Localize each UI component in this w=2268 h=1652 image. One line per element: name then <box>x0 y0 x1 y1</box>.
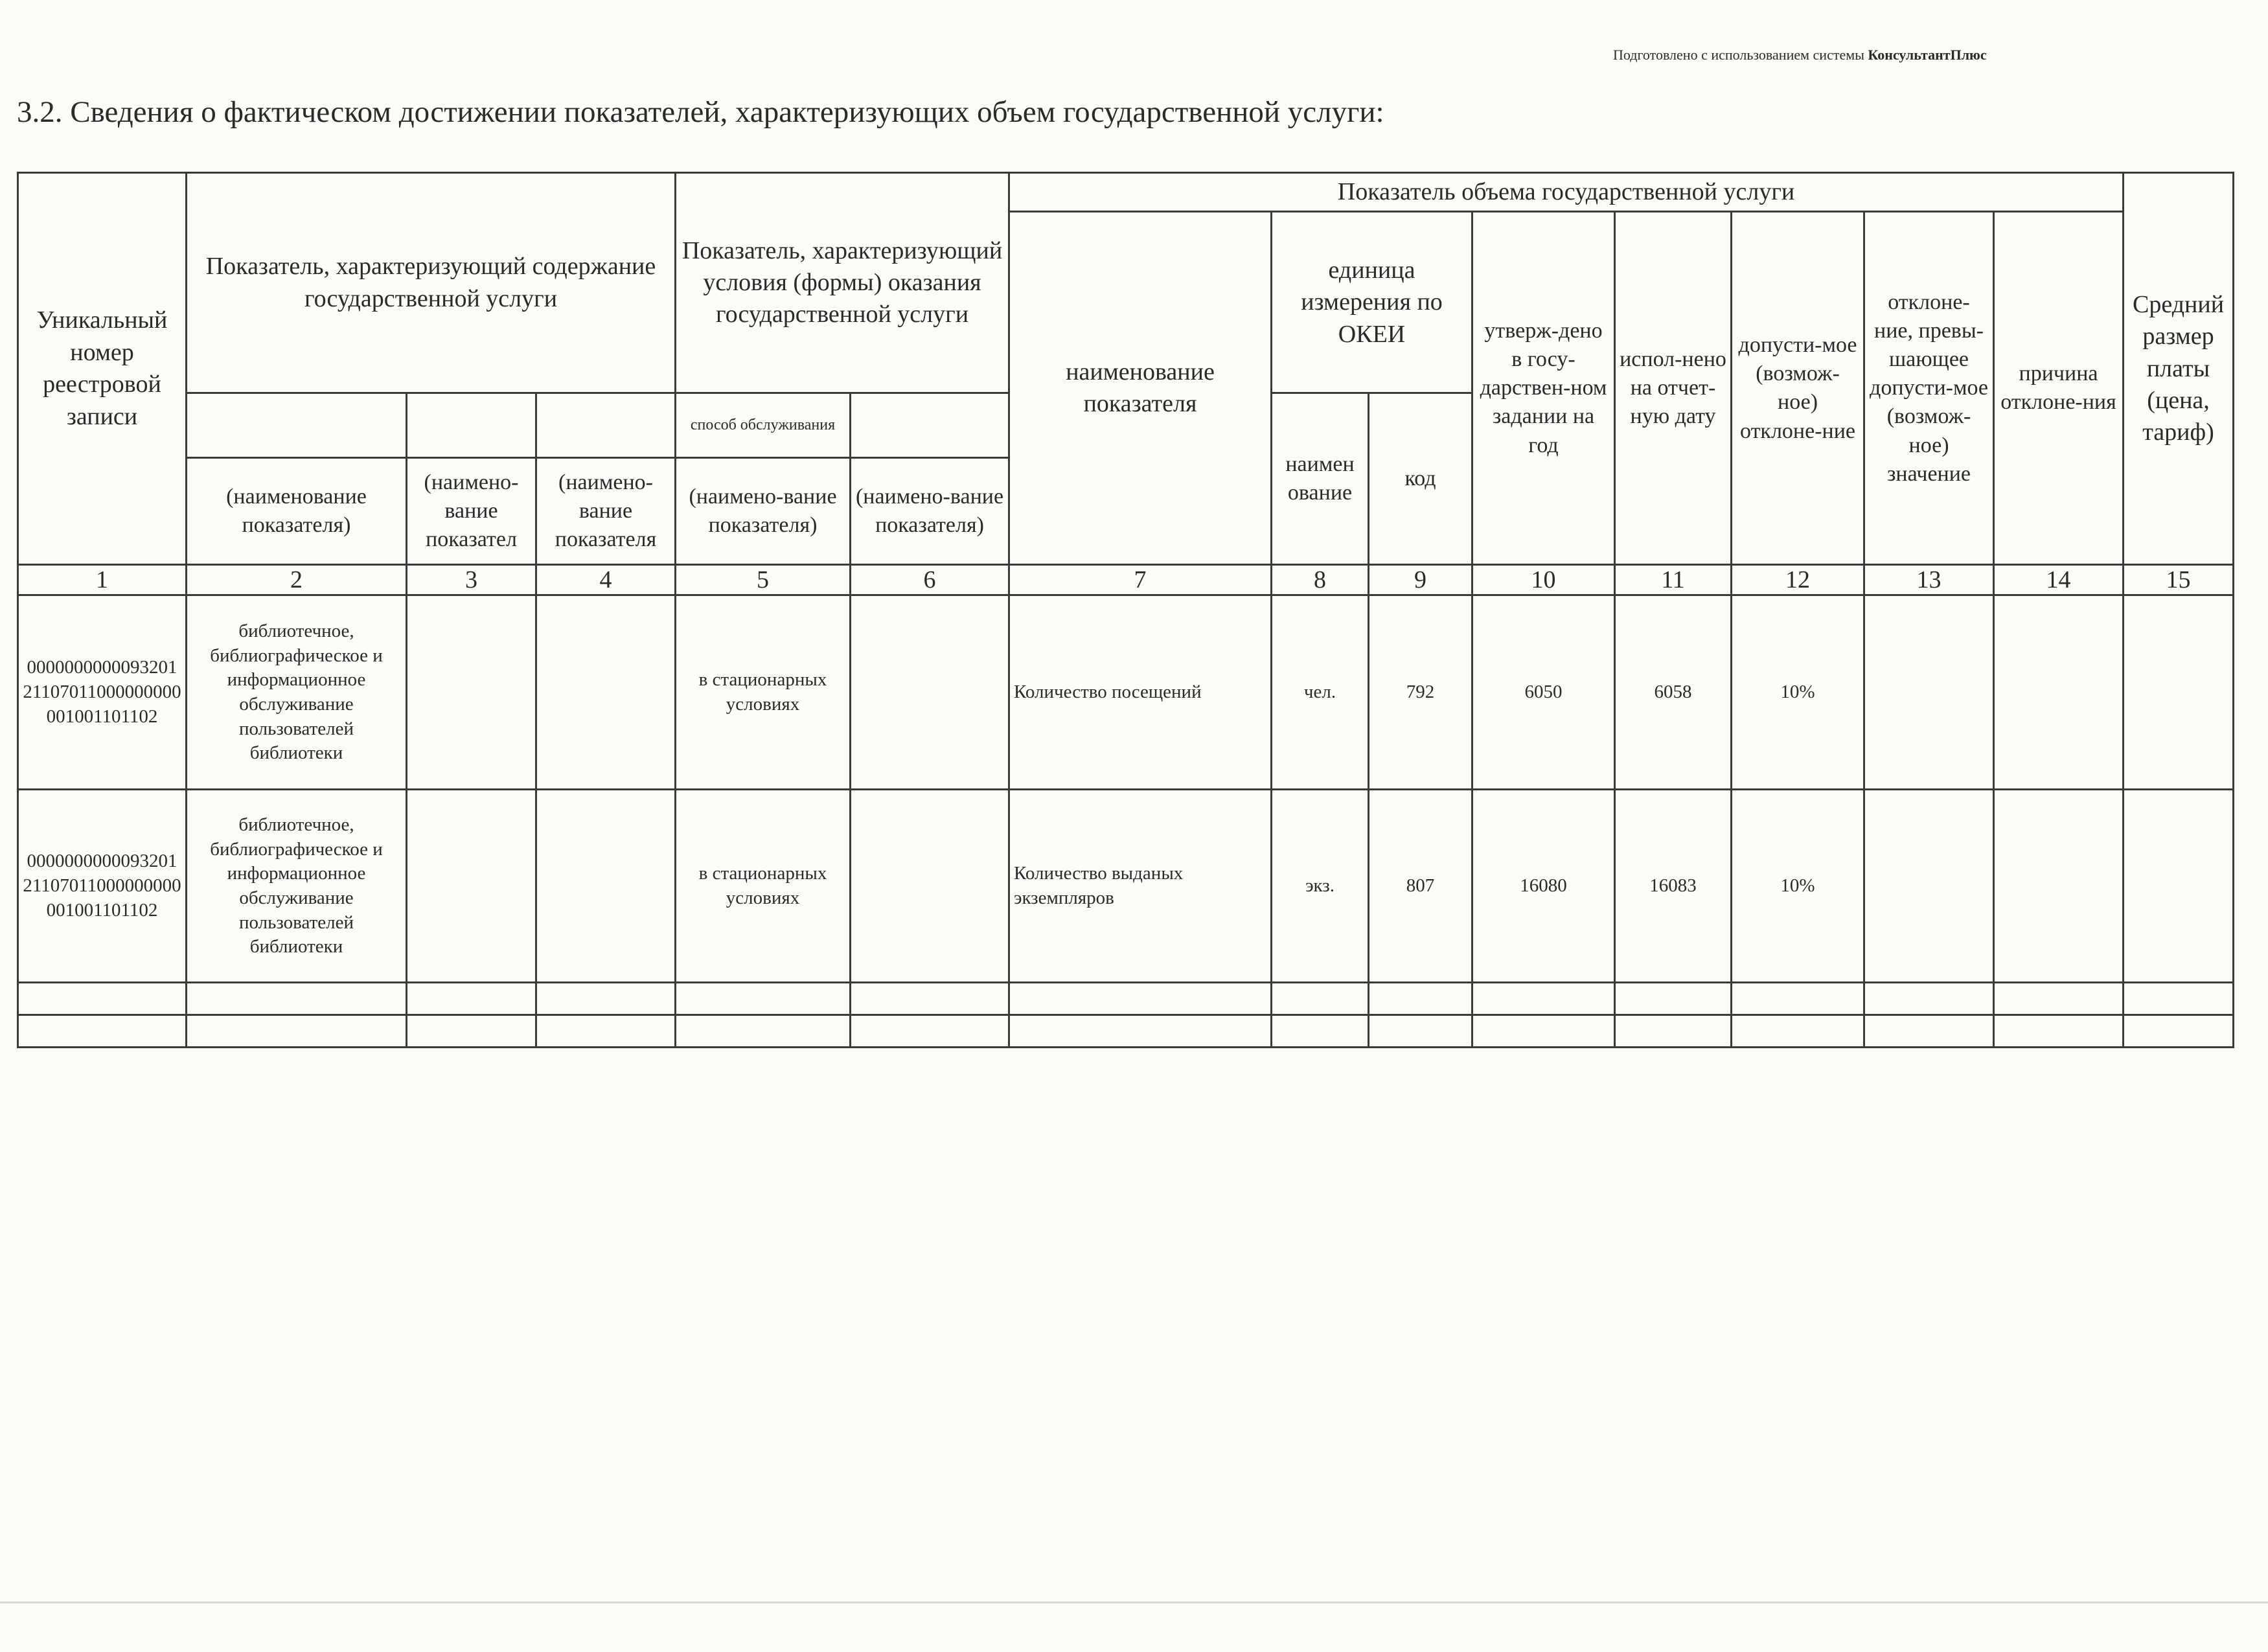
service-condition: в стационарных условиях <box>676 595 851 790</box>
empty-cell <box>676 983 851 1015</box>
column-number: 9 <box>1369 565 1472 595</box>
header-deviation-reason: причина отклоне-ния <box>1994 212 2124 565</box>
executed-value: 16083 <box>1615 790 1732 983</box>
exceeding-deviation <box>1864 790 1994 983</box>
header-unit-okei: единица измерения по ОКЕИ <box>1272 212 1472 393</box>
table-row <box>18 595 2234 790</box>
allowed-deviation: 10% <box>1732 595 1864 790</box>
column-number: 4 <box>536 565 676 595</box>
executed-value: 6058 <box>1615 595 1732 790</box>
prepared-with-note <box>1613 47 2196 63</box>
header-blank-4 <box>536 393 676 458</box>
column-number: 7 <box>1009 565 1272 595</box>
indicator-name: Количество посещений <box>1009 595 1272 790</box>
empty-cell <box>187 983 407 1015</box>
header-approved: утверж-дено в госу-дарствен-ном задании на год <box>1472 212 1615 565</box>
avg-payment <box>2124 790 2234 983</box>
empty-cell <box>1732 983 1864 1015</box>
service-content: библиотечное, библиографическое и информационное обслуживание пользователей библиотеки <box>187 595 407 790</box>
column-number: 6 <box>851 565 1009 595</box>
header-blank-6 <box>851 393 1009 458</box>
empty-cell <box>1615 1015 1732 1048</box>
avg-payment <box>2124 595 2234 790</box>
table-row <box>18 790 2234 983</box>
column-number: 15 <box>2124 565 2234 595</box>
header-unit-code: код <box>1369 393 1472 565</box>
empty-row <box>18 1015 2234 1048</box>
empty-cell <box>1472 1015 1615 1048</box>
empty-cell <box>1864 983 1994 1015</box>
content-indicator-3 <box>407 790 536 983</box>
empty-cell <box>536 983 676 1015</box>
section-title: 3.2. Сведения о фактическом достижении показателей, характеризующих объем государственной услуги: <box>17 95 1384 129</box>
header-deviation-exceeding: отклоне-ние, превы-шающее допусти-мое (возмож-ное) значение <box>1864 212 1994 565</box>
header-content-indicator: Показатель, характеризующий содержание государственной услуги <box>187 173 676 393</box>
empty-cell <box>1472 983 1615 1015</box>
empty-cell <box>18 1015 187 1048</box>
header-volume-indicator: Показатель объема государственной услуги <box>1009 173 2124 212</box>
empty-cell <box>1369 983 1472 1015</box>
empty-cell <box>851 983 1009 1015</box>
header-unit-name: наимен ование <box>1272 393 1369 565</box>
header-name-label-4: (наимено-вание показателя) <box>676 458 851 565</box>
empty-cell <box>1615 983 1732 1015</box>
column-number: 11 <box>1615 565 1732 595</box>
record-number: 000000000009320121107011000000000001001101102 <box>18 790 187 983</box>
empty-cell <box>18 983 187 1015</box>
column-number: 2 <box>187 565 407 595</box>
column-number: 12 <box>1732 565 1864 595</box>
header-service-method: способ обслуживания <box>676 393 851 458</box>
consultant-plus-brand: КонсультантПлюс <box>1868 47 1987 63</box>
header-name-label-1: (наименование показателя) <box>187 458 407 565</box>
empty-cell <box>1994 1015 2124 1048</box>
empty-cell <box>1009 1015 1272 1048</box>
column-number-row <box>18 565 2234 595</box>
header-allowed-deviation: допусти-мое (возмож-ное) отклоне-ние <box>1732 212 1864 565</box>
scan-edge-line <box>0 1601 2268 1603</box>
header-executed: испол-нено на отчет-ную дату <box>1615 212 1732 565</box>
unit-code: 807 <box>1369 790 1472 983</box>
empty-cell <box>851 1015 1009 1048</box>
empty-cell <box>2124 1015 2234 1048</box>
condition-indicator-6 <box>851 595 1009 790</box>
header-name-label-2: (наимено-вание показател <box>407 458 536 565</box>
unit-name: экз. <box>1272 790 1369 983</box>
deviation-reason <box>1994 790 2124 983</box>
column-number: 1 <box>18 565 187 595</box>
content-indicator-4 <box>536 790 676 983</box>
empty-cell <box>187 1015 407 1048</box>
column-number: 8 <box>1272 565 1369 595</box>
empty-cell <box>1369 1015 1472 1048</box>
header-blank-2 <box>187 393 407 458</box>
header-name-label-3: (наимено-вание показателя <box>536 458 676 565</box>
record-number: 000000000009320121107011000000000001001101102 <box>18 595 187 790</box>
empty-cell <box>676 1015 851 1048</box>
content-indicator-4 <box>536 595 676 790</box>
empty-cell <box>1732 1015 1864 1048</box>
empty-cell <box>2124 983 2234 1015</box>
header-name-label-5: (наимено-вание показателя) <box>851 458 1009 565</box>
empty-cell <box>1272 983 1369 1015</box>
column-number: 13 <box>1864 565 1994 595</box>
empty-row <box>18 983 2234 1015</box>
volume-indicators-table <box>17 172 2234 1048</box>
header-avg-payment: Средний размер платы (цена, тариф) <box>2124 173 2234 565</box>
unit-code: 792 <box>1369 595 1472 790</box>
indicator-name: Количество выданых экземпляров <box>1009 790 1272 983</box>
column-number: 14 <box>1994 565 2124 595</box>
service-content: библиотечное, библиографическое и информационное обслуживание пользователей библиотеки <box>187 790 407 983</box>
prepared-with-text: Подготовлено с использованием системы <box>1613 47 1864 63</box>
header-unique-record: Уникальный номер реестровой записи <box>18 173 187 565</box>
column-number: 3 <box>407 565 536 595</box>
exceeding-deviation <box>1864 595 1994 790</box>
column-number: 10 <box>1472 565 1615 595</box>
deviation-reason <box>1994 595 2124 790</box>
header-indicator-name: наименование показателя <box>1009 212 1272 565</box>
empty-cell <box>407 1015 536 1048</box>
condition-indicator-6 <box>851 790 1009 983</box>
service-condition: в стационарных условиях <box>676 790 851 983</box>
empty-cell <box>407 983 536 1015</box>
content-indicator-3 <box>407 595 536 790</box>
empty-cell <box>536 1015 676 1048</box>
empty-cell <box>1864 1015 1994 1048</box>
column-number: 5 <box>676 565 851 595</box>
approved-value: 6050 <box>1472 595 1615 790</box>
header-blank-3 <box>407 393 536 458</box>
empty-cell <box>1009 983 1272 1015</box>
empty-cell <box>1272 1015 1369 1048</box>
approved-value: 16080 <box>1472 790 1615 983</box>
empty-cell <box>1994 983 2124 1015</box>
allowed-deviation: 10% <box>1732 790 1864 983</box>
unit-name: чел. <box>1272 595 1369 790</box>
header-conditions-indicator: Показатель, характеризующий условия (формы) оказания государственной услуги <box>676 173 1009 393</box>
